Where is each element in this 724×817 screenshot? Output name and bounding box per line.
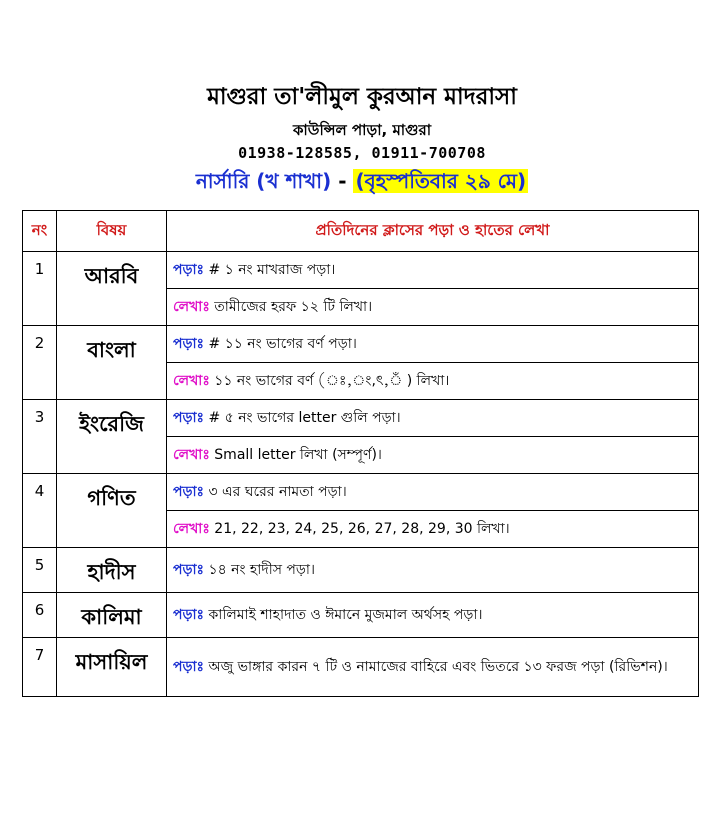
table-row <box>23 326 699 363</box>
read-task <box>167 400 699 437</box>
read-label: পড়াঃ <box>173 336 205 352</box>
write-task <box>167 363 699 400</box>
class-date: (বৃহস্পতিবার ২৯ মে) <box>355 169 527 193</box>
row-number: 5 <box>23 548 57 593</box>
write-label: লেখাঃ <box>173 299 210 315</box>
row-subject: ইংরেজি <box>57 400 167 474</box>
read-task <box>167 593 699 638</box>
row-subject: হাদীস <box>57 548 167 593</box>
write-task <box>167 289 699 326</box>
row-number: 3 <box>23 400 57 474</box>
madrasa-address: কাউন্সিল পাড়া, মাগুরা <box>292 121 432 139</box>
write-label: লেখাঃ <box>173 447 210 463</box>
daily-routine-table <box>22 210 699 697</box>
row-number: 7 <box>23 638 57 697</box>
read-label: পড়াঃ <box>173 262 205 278</box>
read-text: # ৫ নং ভাগের letter গুলি পড়া। <box>204 410 401 426</box>
row-subject: গণিত <box>57 474 167 548</box>
row-number: 4 <box>23 474 57 548</box>
table-row <box>23 593 699 638</box>
write-task <box>167 437 699 474</box>
header-subject: বিষয় <box>57 211 167 252</box>
row-subject: মাসায়িল <box>57 638 167 697</box>
read-label: পড়াঃ <box>173 410 205 426</box>
read-text: ১৪ নং হাদীস পড়া। <box>204 562 315 578</box>
madrasa-phones: 01938-128585, 01911-700708 <box>238 144 486 162</box>
write-text: তামীজের হরফ ১২ টি লিখা। <box>209 299 373 315</box>
read-text: # ১১ নং ভাগের বর্ণ পড়া। <box>204 336 357 352</box>
header-no: নং <box>23 211 57 252</box>
row-subject: কালিমা <box>57 593 167 638</box>
row-number: 2 <box>23 326 57 400</box>
read-label: পড়াঃ <box>173 607 205 623</box>
header-task: প্রতিদিনের ক্লাসের পড়া ও হাতের লেখা <box>167 211 699 252</box>
table-row <box>23 638 699 697</box>
write-task <box>167 511 699 548</box>
table-header-row <box>23 211 699 252</box>
read-task <box>167 326 699 363</box>
read-task <box>167 474 699 511</box>
table-row <box>23 474 699 511</box>
table-row <box>23 252 699 289</box>
madrasa-title: মাগুরা তা'লীমুল কুরআন মাদরাসা <box>207 84 517 110</box>
read-text: # ১ নং মাখরাজ পড়া। <box>204 262 336 278</box>
read-task <box>167 638 699 697</box>
document-header <box>0 80 724 196</box>
write-text: 21, 22, 23, 24, 25, 26, 27, 28, 29, 30 লিখা। <box>209 521 510 537</box>
row-number: 6 <box>23 593 57 638</box>
write-text: Small letter লিখা (সম্পূর্ণ)। <box>209 447 382 463</box>
row-subject: বাংলা <box>57 326 167 400</box>
class-date-separator: - <box>331 169 354 193</box>
read-task <box>167 252 699 289</box>
read-label: পড়াঃ <box>173 659 205 675</box>
read-label: পড়াঃ <box>173 484 205 500</box>
write-label: লেখাঃ <box>173 373 210 389</box>
write-text: ১১ নং ভাগের বর্ণ (ঃ,ং,ৎ,ঁ ) লিখা। <box>209 373 450 389</box>
class-name: নার্সারি (খ শাখা) <box>195 169 332 193</box>
read-text: ৩ এর ঘরের নামতা পড়া। <box>204 484 347 500</box>
row-number: 1 <box>23 252 57 326</box>
read-task <box>167 548 699 593</box>
table-row <box>23 548 699 593</box>
read-text: অজু ভাঙ্গার কারন ৭ টি ও নামাজের বাহিরে এবং ভিতরে ১৩ ফরজ পড়া (রিভিশন)। <box>204 659 668 675</box>
class-date-line <box>0 166 724 196</box>
read-text: কালিমাই শাহাদাত ও ঈমানে মুজমাল অর্থসহ পড়া। <box>204 607 483 623</box>
table-row <box>23 400 699 437</box>
read-label: পড়াঃ <box>173 562 205 578</box>
write-label: লেখাঃ <box>173 521 210 537</box>
row-subject: আরবি <box>57 252 167 326</box>
